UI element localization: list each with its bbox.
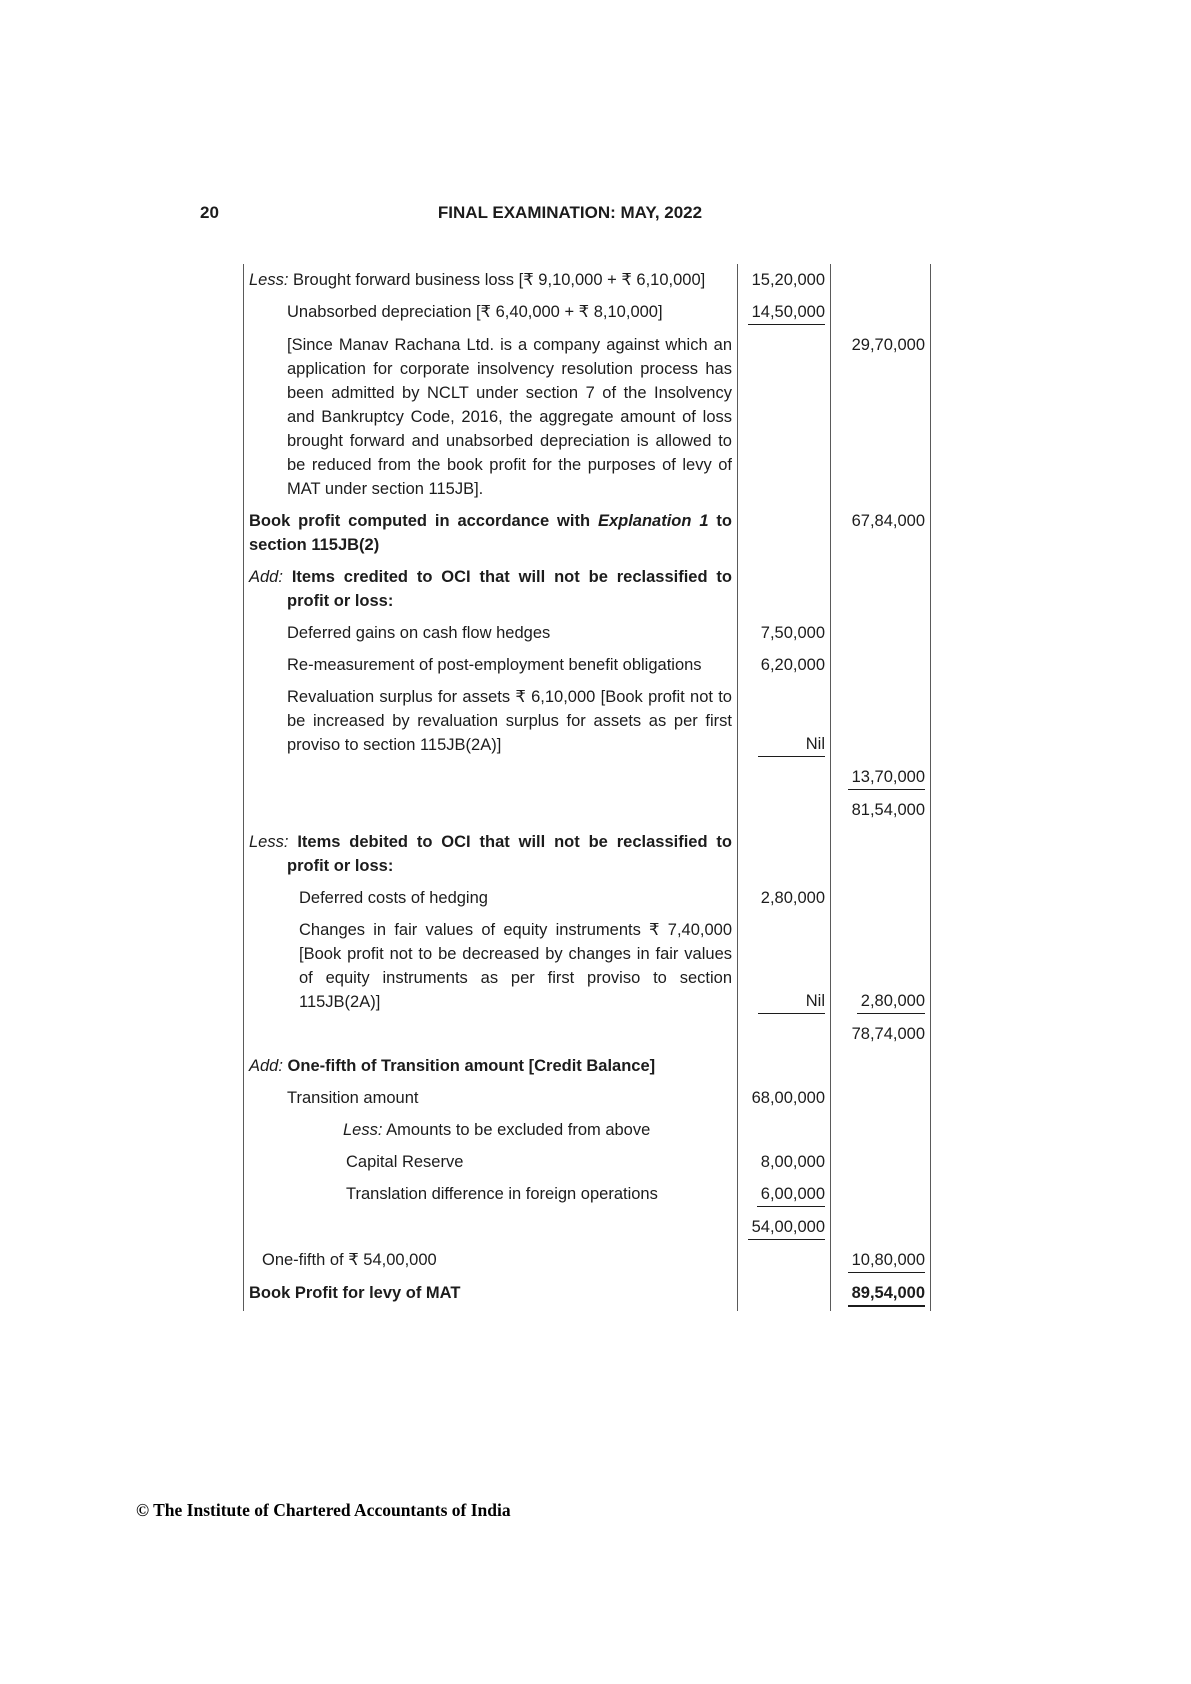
- amount-col2: [831, 681, 931, 761]
- amount-col2: [831, 914, 931, 1018]
- table-row: [244, 617, 931, 649]
- amount-col2: [831, 1244, 931, 1277]
- amount-col1: [738, 1211, 831, 1244]
- amount-col2: [831, 1050, 931, 1082]
- row-label: [244, 681, 738, 761]
- row-label: [244, 264, 738, 296]
- table-row: [244, 1018, 931, 1050]
- row-label: [244, 882, 738, 914]
- underlined-amount: 54,00,000: [748, 1215, 825, 1240]
- amount-col1: 8,00,000: [738, 1146, 831, 1178]
- table-row: [244, 1082, 931, 1114]
- row-prefix: Add:: [249, 568, 283, 586]
- mat-computation-table: [243, 264, 931, 1311]
- table-row: [244, 1146, 931, 1178]
- copyright-footer: © The Institute of Chartered Accountants of India: [136, 1500, 511, 1520]
- row-label: [244, 1244, 738, 1277]
- row-label: [244, 649, 738, 681]
- row-label: [244, 1018, 738, 1050]
- amount-col1: 15,20,000: [738, 264, 831, 296]
- amount-col2: 67,84,000: [831, 505, 931, 561]
- table-row: [244, 882, 931, 914]
- row-label: [244, 826, 738, 882]
- amount-col1: [738, 296, 831, 329]
- amount-col2: [831, 617, 931, 649]
- table-row: [244, 296, 931, 329]
- table-row: [244, 1114, 931, 1146]
- row-label: [244, 1178, 738, 1211]
- underlined-amount: Nil: [758, 989, 825, 1014]
- row-label: [244, 1211, 738, 1244]
- table-row: [244, 1277, 931, 1311]
- row-prefix: Less:: [249, 833, 289, 851]
- amount-col2: 78,74,000: [831, 1018, 931, 1050]
- row-note: [Since Manav Rachana Ltd. is a company against which an application for corporate insolvency resolution process has been admitted by NCLT under section 7 of the Insolvency and Bankruptcy Code, 2016, the aggregate amount of loss brought forward and unabsorbed depreciation is allowed to be reduced from the book profit for the purposes of levy of MAT under section 115JB].: [287, 336, 732, 498]
- row-label: [244, 1050, 738, 1082]
- amount-col1: 6,20,000: [738, 649, 831, 681]
- row-label: [244, 505, 738, 561]
- row-text: Changes in fair values of equity instruments ₹ 7,40,000 [Book profit not to be decreased by changes in fair values of equity instruments as per first proviso to section 115JB(2A)]: [299, 921, 732, 1011]
- amount-col2: [831, 1114, 931, 1146]
- row-label: [244, 617, 738, 649]
- row-label: [244, 1146, 738, 1178]
- amount-col2: [831, 1277, 931, 1311]
- table-row: [244, 914, 931, 1018]
- amount-col1: [738, 329, 831, 505]
- underlined-amount: 6,00,000: [757, 1182, 825, 1207]
- row-text: Translation difference in foreign operations: [346, 1185, 658, 1203]
- amount-col2: [831, 761, 931, 794]
- row-label: [244, 794, 738, 826]
- amount-col2: [831, 826, 931, 882]
- row-text: Transition amount: [287, 1089, 419, 1107]
- table-row: [244, 794, 931, 826]
- row-label: [244, 296, 738, 329]
- row-text-italic: Explanation 1: [597, 512, 709, 530]
- page-number: 20: [200, 203, 219, 222]
- amount-col1: [738, 681, 831, 761]
- amount-col1: [738, 1050, 831, 1082]
- table-row: [244, 1050, 931, 1082]
- amount-col1: [738, 826, 831, 882]
- table-row: [244, 681, 931, 761]
- row-text: Book profit computed in accordance with: [249, 512, 598, 530]
- amount-col1: [738, 794, 831, 826]
- row-prefix: Less:: [343, 1121, 383, 1139]
- amount-col2: [831, 649, 931, 681]
- row-text: Revaluation surplus for assets ₹ 6,10,000 [Book profit not to be increased by revaluation surplus for assets as per first proviso to section 115JB(2A)]: [287, 688, 732, 754]
- row-text: Capital Reserve: [346, 1153, 464, 1171]
- amount-col1: [738, 561, 831, 617]
- row-text: Re-measurement of post-employment benefit obligations: [287, 656, 702, 674]
- amount-col2: [831, 882, 931, 914]
- amount-col1: [738, 1114, 831, 1146]
- row-text: Items debited to OCI that will not be reclassified to profit or loss:: [287, 833, 732, 875]
- amount-col2: 29,70,000: [831, 329, 931, 505]
- amount-col1: [738, 761, 831, 794]
- underlined-amount: 13,70,000: [848, 765, 925, 790]
- row-text: Deferred gains on cash flow hedges: [287, 624, 551, 642]
- row-text: One-fifth of ₹ 54,00,000: [262, 1251, 437, 1269]
- total-amount: 89,54,000: [848, 1281, 925, 1307]
- amount-col2: [831, 561, 931, 617]
- amount-col2: [831, 1211, 931, 1244]
- row-label: [244, 1114, 738, 1146]
- row-label: [244, 561, 738, 617]
- amount-col1: 2,80,000: [738, 882, 831, 914]
- amount-col1: [738, 1277, 831, 1311]
- amount-col2: [831, 1082, 931, 1114]
- table-row: [244, 1244, 931, 1277]
- amount-col2: [831, 296, 931, 329]
- amount-col2: [831, 1146, 931, 1178]
- row-text: to section 115JB(2): [249, 512, 732, 554]
- row-text: Brought forward business loss [₹ 9,10,000 + ₹ 6,10,000]: [293, 271, 706, 289]
- row-label: [244, 329, 738, 505]
- row-label: [244, 914, 738, 1018]
- table-row: [244, 1211, 931, 1244]
- underlined-amount: 14,50,000: [748, 300, 825, 325]
- amount-col1: 68,00,000: [738, 1082, 831, 1114]
- row-text: Amounts to be excluded from above: [386, 1121, 651, 1139]
- row-prefix: Less:: [249, 271, 289, 289]
- row-prefix: Add:: [249, 1057, 283, 1075]
- row-label: [244, 1082, 738, 1114]
- amount-col1: [738, 1244, 831, 1277]
- row-text: Deferred costs of hedging: [299, 889, 488, 907]
- amount-col1: [738, 505, 831, 561]
- table-row: [244, 264, 931, 296]
- amount-col2: [831, 1178, 931, 1211]
- amount-col2: 81,54,000: [831, 794, 931, 826]
- table-row: [244, 826, 931, 882]
- underlined-amount: 10,80,000: [848, 1248, 925, 1273]
- amount-col1: [738, 914, 831, 1018]
- row-text: Items credited to OCI that will not be reclassified to profit or loss:: [287, 568, 732, 610]
- amount-col1: [738, 1178, 831, 1211]
- row-label: [244, 761, 738, 794]
- table-row: [244, 761, 931, 794]
- table-row: [244, 1178, 931, 1211]
- table-row: [244, 329, 931, 505]
- page-title: FINAL EXAMINATION: MAY, 2022: [437, 203, 703, 222]
- amount-col2: [831, 264, 931, 296]
- row-label: Book Profit for levy of MAT: [244, 1277, 738, 1311]
- table-row: [244, 649, 931, 681]
- row-text: One-fifth of Transition amount [Credit Balance]: [287, 1057, 656, 1075]
- amount-col1: 7,50,000: [738, 617, 831, 649]
- underlined-amount: 2,80,000: [857, 989, 925, 1014]
- underlined-amount: Nil: [758, 732, 825, 757]
- table-row: [244, 561, 931, 617]
- table-row: [244, 505, 931, 561]
- amount-col1: [738, 1018, 831, 1050]
- row-text: Unabsorbed depreciation [₹ 6,40,000 + ₹ 8,10,000]: [287, 303, 663, 321]
